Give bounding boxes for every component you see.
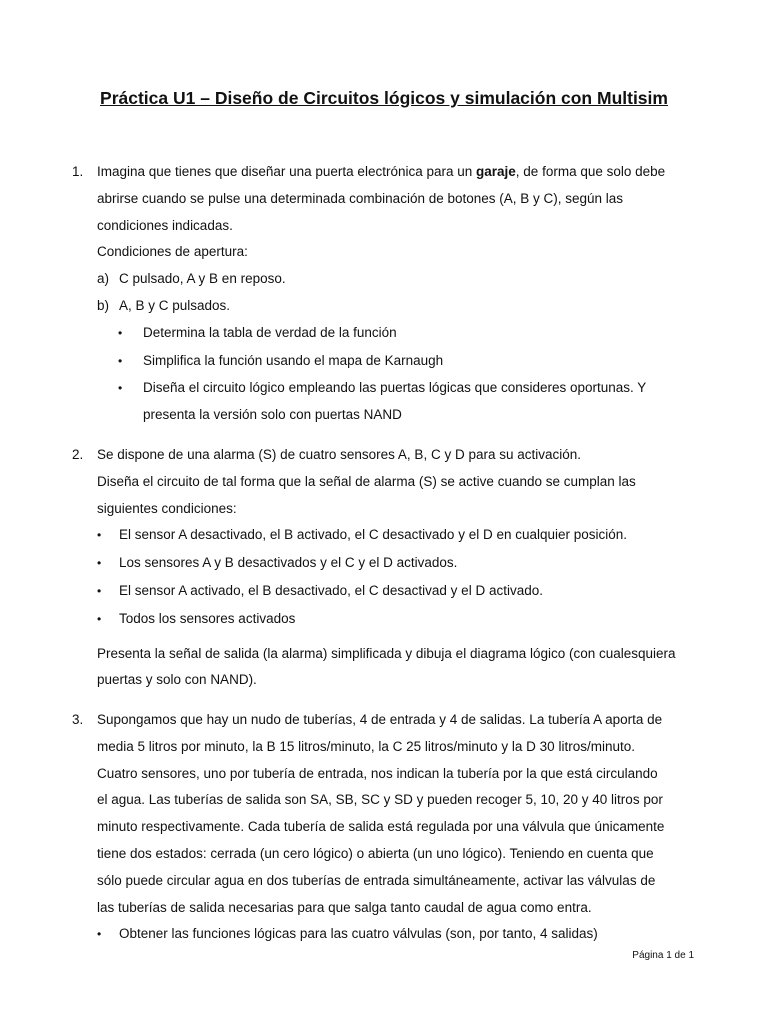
q1-bullet-text: Diseña el circuito lógico empleando las puertas lógicas que consideres oportunas. Y [143,380,647,396]
q2-line2: Diseña el circuito de tal forma que la señal de alarma (S) se active cuando se cumplan las [97,473,636,489]
q2-line5: puertas y solo con NAND). [97,672,257,688]
q3-bullet-item [72,921,704,948]
bullet-icon: • [97,927,102,942]
q1-line3: condiciones indicadas. [97,217,233,233]
q3-line: las tuberías de salida necesarias para que salga tanto caudal de agua como entra. [97,899,592,915]
bullet-icon: • [118,381,123,396]
q3-line: Supongamos que hay un nudo de tuberías, 4 de entrada y 4 de salidas. La tubería A aporta de [97,712,663,727]
q1-bullet-item [72,375,704,402]
q1-bullet-continuation: presenta la versión solo con puertas NAND [143,407,402,423]
q3-paragraph [72,707,704,734]
bullet-icon: • [97,583,102,598]
q3-line: Cuatro sensores, uno por tubería de entrada, nos indican la tubería por la que está circulando [97,765,658,781]
q3-line: minuto respectivamente. Cada tubería de salida está regulada por una válvula que únicamente [97,819,665,835]
q3-number: 3. [72,712,84,727]
q2-line3: siguientes condiciones: [97,500,237,516]
q2-bullet-item [72,606,704,633]
q2-bullet-item [72,522,704,549]
q2-number: 2. [72,447,84,462]
q2-line1: Se dispone de una alarma (S) de cuatro sensores A, B, C y D para su activación. [97,447,582,462]
q2-bullet-text: El sensor A activado, el B desactivado, el C desactivad y el D activado. [119,582,543,598]
bullet-icon: • [97,528,102,543]
q1-bullet-item [72,348,704,375]
q1-line1-pre: Imagina que tienes que diseñar una puerta electrónica para un [97,164,477,179]
bullet-icon: • [97,611,102,626]
q2-paragraph [72,442,704,469]
bullet-icon: • [118,353,123,368]
bullet-icon: • [97,556,102,571]
q2-bullet-text: Todos los sensores activados [119,610,296,626]
q2-bullet-text: El sensor A desactivado, el B activado, el C desactivado y el D en cualquier posición. [119,527,628,543]
q2-line4: Presenta la señal de salida (la alarma) simplificada y dibuja el diagrama lógico (con cualesquiera [97,645,676,661]
page-title: Práctica U1 – Diseño de Circuitos lógicos y simulación con Multisim [100,88,668,108]
question-2 [72,442,704,694]
q1-bullet-item [72,320,704,347]
question-3 [72,707,704,948]
q1-b-text: A, B y C pulsados. [119,297,231,313]
q1-condition-a [72,266,704,293]
q2-bullet-item [72,578,704,605]
q1-paragraph [72,159,704,186]
q1-line1-bold: garaje [476,164,516,179]
q1-line4: Condiciones de apertura: [97,244,248,260]
q2-bullet-item [72,550,704,577]
q1-bullet-text: Simplifica la función usando el mapa de Karnaugh [143,352,444,368]
q1-a-marker: a) [97,271,110,287]
q1-number: 1. [72,164,84,179]
q1-line1-post: , de forma que solo debe [515,164,666,179]
q3-line: sólo puede circular agua en dos tuberías de entrada simultáneamente, activar las válvulas de [97,872,656,888]
q3-line: el agua. Las tuberías de salida son SA, SB, SC y SD y pueden recoger 5, 10, 20 y 40 litros por [97,792,663,808]
q2-bullet-text: Los sensores A y B desactivados y el C y el D activados. [119,555,458,571]
q3-line: tiene dos estados: cerrada (un cero lógico) o abierta (un uno lógico). Teniendo en cuenta que [97,845,654,861]
page-number: Página 1 de 1 [632,950,694,961]
question-1 [72,159,704,429]
q1-bullet-text: Determina la tabla de verdad de la función [143,324,397,340]
q3-bullet-text: Obtener las funciones lógicas para las cuatro válvulas (son, por tanto, 4 salidas) [119,926,598,942]
q1-b-marker: b) [97,297,110,313]
bullet-icon: • [118,325,123,340]
q3-line: media 5 litros por minuto, la B 15 litros/minuto, la C 25 litros/minuto y la D 30 litros/minuto. [97,738,635,754]
q1-line2: abrirse cuando se pulse una determinada combinación de botones (A, B y C), según las [97,190,624,206]
q1-condition-b [72,293,704,320]
q1-a-text: C pulsado, A y B en reposo. [119,271,286,287]
